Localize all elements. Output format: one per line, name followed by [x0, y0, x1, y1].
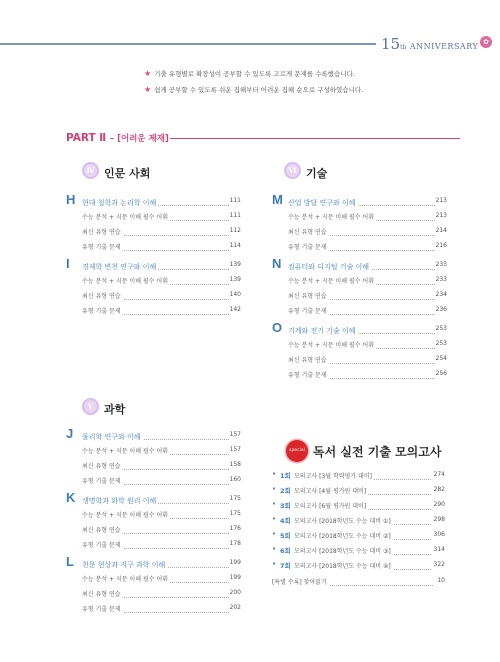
star-icon: ★ — [144, 85, 152, 94]
toc-entry[interactable]: 최신 유형 연습 158 — [82, 461, 241, 470]
note-line: ★ 기출 유형별로 확장성이 공부할 수 있도록 고르게 문제를 수록했습니다. — [144, 69, 355, 78]
chapter-j — [66, 428, 241, 488]
toc-entry[interactable]: 유형 기출 문제 178 — [82, 540, 241, 549]
exam-section-title: 독서 실전 기출 모의고사 — [313, 445, 442, 459]
bullet-icon: • — [272, 485, 277, 493]
toc-entry[interactable]: 최신 유형 연습 140 — [82, 291, 241, 300]
bullet-icon: • — [272, 530, 277, 538]
exam-entry[interactable]: • 7회 모의고사 [2018학년도 수능 대비 ④] 322 — [272, 560, 445, 570]
chapter-heading[interactable]: K 생명학과 화학 원리 이해 175 — [66, 490, 241, 505]
part-rule — [170, 138, 460, 139]
toc-entry[interactable]: 최신 유형 연습 112 — [82, 227, 241, 236]
toc-entry[interactable]: 최신 유형 연습 176 — [82, 525, 241, 534]
toc-entry[interactable]: 유형 기출 문제 142 — [82, 306, 241, 315]
exam-entry[interactable]: • 6회 모의고사 [2018학년도 수능 대비 ③] 314 — [272, 545, 445, 555]
flower-icon: ✿ — [480, 36, 492, 48]
toc-entry[interactable]: 유형 기출 문제 114 — [82, 242, 241, 251]
toc-entry[interactable]: 유형 기출 문제 202 — [82, 604, 241, 613]
chapter-heading[interactable]: M 산업 발달 연구와 이해 213 — [272, 192, 447, 207]
toc-entry[interactable]: 수능 분석 + 지문 이해 필수 어휘 111 — [82, 212, 241, 221]
part-title: PART Ⅱ – [어려운 제재] — [66, 132, 169, 144]
chapter-heading[interactable]: H 현대 철학과 논리학 이해 111 — [66, 192, 241, 207]
exam-entry[interactable]: • 4회 모의고사 [2018학년도 수능 대비 ①] 298 — [272, 515, 445, 525]
exam-entry[interactable]: • 3회 모의고사 [6월 평가원 대비] 290 — [272, 500, 445, 510]
toc-entry[interactable]: 최신 유형 연습 234 — [288, 291, 447, 300]
chapter-o — [272, 322, 447, 382]
unit-title: 과학 — [104, 403, 126, 416]
toc-entry[interactable]: 수능 분석 + 지문 이해 필수 어휘 157 — [82, 446, 241, 455]
note-line: ★ 쉽게 공부할 수 있도록 쉬운 집해부터 어려운 집해 순으로 구성하였습니다. — [144, 85, 364, 94]
chapter-heading[interactable]: L 천문 현상과 지구 과학 이해 199 — [66, 554, 241, 569]
exam-entry[interactable]: • 1회 모의고사 [3월 학력평가 대비] 274 — [272, 470, 445, 480]
chapter-heading[interactable]: J 물리학 연구와 이해 157 — [66, 426, 241, 441]
special-supplement-entry[interactable]: [특별 수록] 찾아읽기 10 — [272, 577, 445, 586]
toc-entry[interactable]: 수능 분석 + 지문 이해 필수 어휘 253 — [288, 340, 447, 349]
toc-entry[interactable]: 수능 분석 + 지문 이해 필수 어휘 139 — [82, 276, 241, 285]
toc-entry[interactable]: 최신 유형 연습 214 — [288, 227, 447, 236]
chapter-m — [272, 194, 447, 254]
exam-entry[interactable]: • 2회 모의고사 [4월 평가원 대비] 282 — [272, 485, 445, 495]
special-seal-icon: special — [286, 440, 308, 462]
chapter-h — [66, 194, 241, 254]
bullet-icon: • — [272, 515, 277, 523]
chapter-heading[interactable]: N 컴퓨터와 디지털 기술 이해 233 — [272, 256, 447, 271]
toc-entry[interactable]: 유형 기출 문제 160 — [82, 476, 241, 485]
unit-badge-icon: Ⅵ — [284, 162, 301, 179]
bullet-icon: • — [272, 545, 277, 553]
bullet-icon: • — [272, 470, 277, 478]
chapter-heading[interactable]: O 기계와 전기 기술 이해 253 — [272, 320, 447, 335]
toc-entry[interactable]: 유형 기출 문제 216 — [288, 242, 447, 251]
exam-list — [272, 468, 445, 573]
anniversary-label: 15th ANNIVERSARY — [381, 35, 479, 53]
unit-badge-icon: Ⅳ — [82, 162, 99, 179]
bullet-icon: • — [272, 560, 277, 568]
unit-title: 인문 사회 — [104, 167, 151, 180]
intro-notes — [144, 69, 363, 101]
toc-entry[interactable]: 수능 분석 + 지문 이해 필수 어휘 199 — [82, 574, 241, 583]
chapter-heading[interactable]: I 경제학 변천 연구와 이해 139 — [66, 256, 241, 271]
exam-entry[interactable]: • 5회 모의고사 [2018학년도 수능 대비 ②] 306 — [272, 530, 445, 540]
toc-entry[interactable]: 최신 유형 연습 200 — [82, 589, 241, 598]
toc-entry[interactable]: 수능 분석 + 지문 이해 필수 어휘 233 — [288, 276, 447, 285]
chapter-i — [66, 258, 241, 318]
header-rule — [0, 43, 376, 45]
toc-entry[interactable]: 유형 기출 문제 236 — [288, 306, 447, 315]
chapter-n — [272, 258, 447, 318]
toc-entry[interactable]: 수능 분석 + 지문 이해 필수 어휘 175 — [82, 510, 241, 519]
chapter-k — [66, 492, 241, 552]
toc-entry[interactable]: 수능 분석 + 지문 이해 필수 어휘 213 — [288, 212, 447, 221]
toc-entry[interactable]: 유형 기출 문제 256 — [288, 370, 447, 379]
unit-title: 기술 — [306, 167, 328, 180]
unit-badge-icon: Ⅴ — [82, 398, 99, 415]
bullet-icon: • — [272, 500, 277, 508]
star-icon: ★ — [144, 69, 152, 78]
toc-entry[interactable]: 최신 유형 연습 254 — [288, 355, 447, 364]
chapter-l — [66, 556, 241, 616]
